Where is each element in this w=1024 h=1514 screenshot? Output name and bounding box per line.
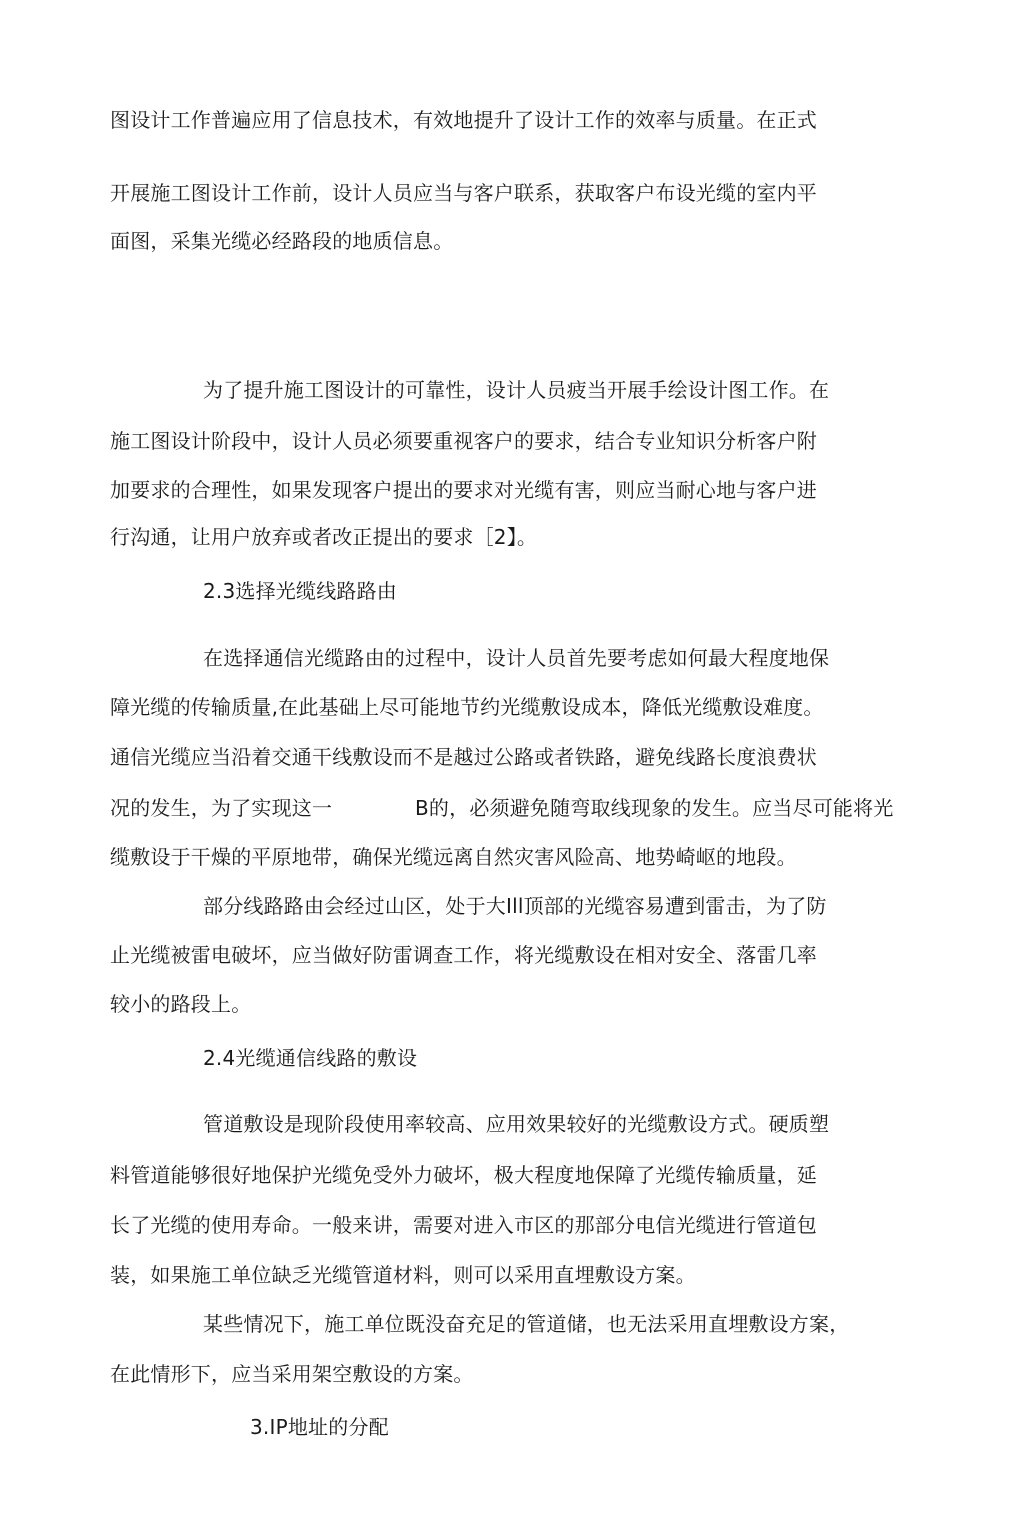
paragraph-line: 装，如果施工单位缺乏光缆管道材料，则可以采用直埋敷设方案。 [110,1263,696,1287]
paragraph-line: 面图，采集光缆必经路段的地质信息。 [110,229,454,253]
paragraph-line: 况的发生，为了实现这一 [110,796,333,820]
paragraph-line: 较小的路段上。 [110,992,252,1016]
paragraph-line: 缆敷设于干燥的平原地带，确保光缆远离自然灾害风险高、地势崎岖的地段。 [110,845,797,869]
paragraph-line: 为了提升施工图设计的可靠性，设计人员疲当开展手绘设计图工作。在 [203,378,830,402]
paragraph-line: 在选择通信光缆路由的过程中，设计人员首先要考虑如何最大程度地保 [203,646,830,670]
paragraph-line: 通信光缆应当沿着交通干线敷设而不是越过公路或者铁路，避免线路长度浪费状 [110,745,817,769]
section-heading: 2.4光缆通信线路的敷设 [203,1046,418,1070]
paragraph-line: 施工图设计阶段中，设计人员必须要重视客户的要求，结合专业知识分析客户附 [110,429,817,453]
section-heading: 3.IP地址的分配 [250,1415,389,1439]
paragraph-line: 行沟通，让用户放弃或者改正提出的要求［2】。 [110,525,538,549]
paragraph-line: 部分线路路由会经过山区，处于大Ill顶部的光缆容易遭到雷击，为了防 [203,894,827,918]
paragraph-line: 管道敷设是现阶段使用率较高、应用效果较好的光缆敷设方式。硬质塑 [203,1112,830,1136]
paragraph-line: 开展施工图设计工作前，设计人员应当与客户联系，获取客户布设光缆的室内平 [110,181,817,205]
paragraph-line: 长了光缆的使用寿命。一般来讲，需要对进入市区的那部分电信光缆进行管道包 [110,1213,817,1237]
paragraph-line: B的，必须避免随弯取线现象的发生。应当尽可能将光 [415,796,894,820]
paragraph-line: 料管道能够很好地保护光缆免受外力破坏，极大程度地保障了光缆传输质量，延 [110,1163,817,1187]
section-heading: 2.3选择光缆线路路由 [203,579,398,603]
paragraph-line: 障光缆的传输质量,在此基础上尽可能地节约光缆敷设成本，降低光缆敷设难度。 [110,695,824,719]
paragraph-line: 加要求的合理性，如果发现客户提出的要求对光缆有害，则应当耐心地与客户进 [110,478,817,502]
paragraph-line: 在此情形下，应当采用架空敷设的方案。 [110,1362,474,1386]
paragraph-line: 图设计工作普遍应用了信息技术，有效地提升了设计工作的效率与质量。在正式 [110,108,817,132]
paragraph-line: 某些情况下，施工单位既没奋充足的管道储，也无法采用直埋敷设方案， [203,1312,850,1336]
paragraph-line: 止光缆被雷电破坏，应当做好防雷调查工作，将光缆敷设在相对安全、落雷几率 [110,943,817,967]
